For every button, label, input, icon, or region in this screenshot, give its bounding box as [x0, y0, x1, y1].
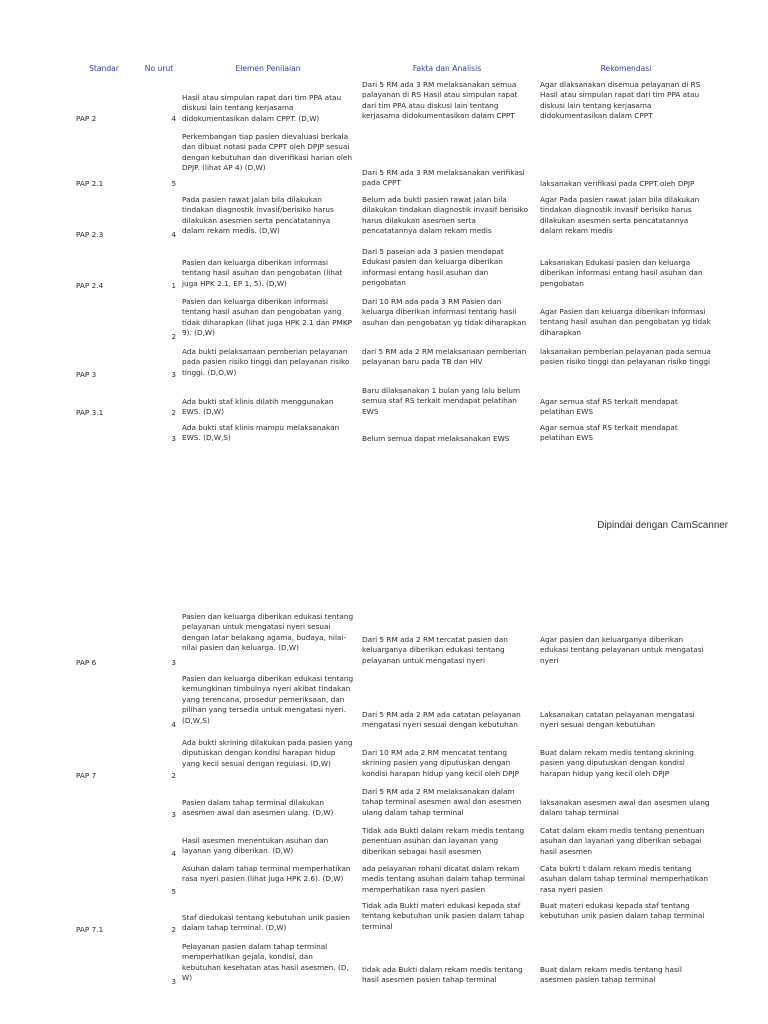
- row-elemen: Staf diedukasi tentang kebutuhan unik pasien dalam tahap terminal. (D,W): [182, 913, 350, 933]
- header-fakta-analisis: Fakta dan Analisis: [412, 64, 482, 73]
- row-elemen: Asuhan dalam tahap terminal memperhatikan rasa nyeri pasien (lihat juga HPK 2.6). (D,W): [182, 864, 351, 884]
- row-elemen: Ada bukti skrining dilakukan pada pasien yang diputuskan dengan kondisi harapan hidup yang kecil sesuai dengan regulasi. (D,W): [182, 738, 353, 768]
- row-rekomendasi: Agar semua staf RS terkait mendapat pelatihan EWS: [540, 397, 678, 417]
- row-fakta: Dari 5 RM ada 2 RM tercatat pasien dan keluarganya diberikan edukasi tentang pelayanan untuk mengatasi nyeri: [362, 635, 508, 665]
- row-elemen: Pada pasien rawat jalan bila dilakukan tindakan diagnostik invasif/berisiko harus dilakukan asesmen serta pencatatannya dalam rekam medis. (D,W): [182, 195, 334, 236]
- row-no-urut: 3: [171, 810, 176, 819]
- row-rekomendasi: laksanakan pemberian pelayanan pada semua pasien risiko tinggi dan pelayanan risiko tinggi: [540, 347, 711, 367]
- row-fakta: Tidak ada Bukti dalam rekam medis tentang penentuan asuhan dan layanan yang diberikan sebagai hasil asesmen: [362, 826, 525, 856]
- row-fakta: dari 5 RM ada 2 RM melaksanaan pemberian pelayanan baru pada TB dan HIV: [362, 347, 527, 367]
- row-fakta: Dari 10 RM ada 2 RM mencatat tentang skrining pasien yang diputuskan dengan kondisi harapan hidup yang kecil oleh DPJP: [362, 748, 520, 778]
- row-fakta: Belum semua dapat melaksanakan EWS: [362, 434, 510, 443]
- row-rekomendasi: Buat materi edukasi kepada staf tentang kebutuhan unik pasien dalam tahap terminal: [540, 901, 705, 921]
- header-standar: Standar: [89, 64, 119, 73]
- row-standar: PAP 6: [76, 658, 97, 667]
- row-fakta: Dari 5 RM ada 2 RM melaksanakan dalam tahap terminal asesmen awal dan asesmen ulang dalam tahap terminal: [362, 787, 522, 817]
- row-rekomendasi: laksanakan asesmen awal dan asesmen ulang dalam tahap terminal: [540, 798, 710, 818]
- row-fakta: Tidak ada Bukti materi edukasi kepada staf tentang kebutuhan unik pasien dalam tahap terminal: [362, 901, 525, 931]
- row-standar: PAP 2.1: [76, 179, 104, 188]
- row-no-urut: 2: [171, 332, 176, 341]
- row-rekomendasi: Agar Pada pasien rawat jalan bila dilakukan tindakan diagnostik invasif berisiko harus dilakukan asesmen serta pencatatannya dalam rekam medis: [540, 195, 700, 236]
- row-standar: PAP 3.1: [76, 408, 104, 417]
- row-no-urut: 3: [171, 977, 176, 986]
- row-elemen: Ada bukti staf klinis dilatih menggunakan EWS. (D,W): [182, 397, 334, 417]
- row-elemen: Pelayanan pasien dalam tahap terminal memperhatikan gejala, kondisi, dan kebutuhan kesehatan atas hasil asesmen. (D, W): [182, 942, 349, 983]
- header-rekomendasi: Rekomendasi: [600, 64, 652, 73]
- row-fakta: Dari 5 paseian ada 3 pasien mendapat Edukasi pasien dan keluarga diberikan informasi entang hasil asuhan dan pengobatan: [362, 247, 504, 288]
- row-fakta: Dari 10 RM ada pada 3 RM Pasien dan keluarga diberikan informasi tentang hasil asuhan dan pengobatan yg tidak diharapkan: [362, 297, 527, 327]
- row-fakta: Dari 5 RM ada 3 RM melaksanakan semua palayanan di RS Hasil atau simpulan rapat dari tim PPA atau diskusi lain tentang kerjasama didokumentasikan dalam CPPT: [362, 80, 518, 121]
- row-elemen: Pasien dan keluarga diberikan edukasi tentang kemungkinan timbulnya nyeri akibat tindakan yang terencana, prosedur pemeriksaan, dan pilihan yang tersedia untuk mengatasi nyeri. (D,W,S): [182, 674, 354, 725]
- row-standar: PAP 2.4: [76, 281, 104, 290]
- row-rekomendasi: Laksanakan Edukasi pasien dan keluarga diberikan informasi entang hasil asuhan dan pengobatan: [540, 258, 703, 288]
- row-elemen: Pasien dan keluarga diberikan informasi tentang hasil asuhan dan pengobatan yang tidak diharapkan (lihat juga HPK 2.1 dan PMKP 9). (D,W): [182, 297, 353, 338]
- row-no-urut: 3: [171, 434, 176, 443]
- row-standar: PAP 2.3: [76, 230, 104, 239]
- row-rekomendasi: Agar semua staf RS terkait mendapat pelatihan EWS: [540, 423, 678, 443]
- row-no-urut: 2: [171, 771, 176, 780]
- row-fakta: Belum ada bukti pasien rawat jalan bila dilakukan tindakan diagnostik invasif berisiko harus dilakukan asesmen serta pencatatannya dalam rekam medis: [362, 195, 529, 236]
- row-fakta: Dari 5 RM ada 2 RM ada catatan pelayanan mengatasi nyeri sesuai dengan kebutuhan: [362, 710, 521, 730]
- row-no-urut: 5: [171, 179, 176, 188]
- row-no-urut: 4: [171, 720, 176, 729]
- row-no-urut: 3: [171, 658, 176, 667]
- row-standar: PAP 7.1: [76, 925, 104, 934]
- row-elemen: Pasien dalam tahap terminal dilakukan asesmen awal dan asesmen ulang. (D,W): [182, 798, 334, 818]
- row-no-urut: 2: [171, 408, 176, 417]
- row-rekomendasi: Laksanakan catatan pelayanan mengatasi nyeri sesuai dengan kebutuhan: [540, 710, 695, 730]
- row-elemen: Perkembangan tiap pasien dievaluasi berkala dan dibuat notasi pada CPPT oleh DPJP sesuai dengan kebutuhan dan diverifikasi harian oleh DPJP. (lihat AP 4) (D,W): [182, 132, 353, 173]
- row-no-urut: 3: [171, 370, 176, 379]
- row-no-urut: 4: [171, 114, 176, 123]
- header-elemen-penilaian: Elemen Penilaian: [235, 64, 301, 73]
- row-rekomendasi: Buat dalam rekam medis tentang skrining pasien yang diputuskan dengan kondisi harapan hidup yang kecil oleh DPJP: [540, 748, 694, 778]
- row-no-urut: 5: [171, 887, 176, 896]
- header-no-urut: No urut: [144, 64, 174, 73]
- row-standar: PAP 2: [76, 114, 97, 123]
- row-fakta: ada pelayanan rohani dicatat dalam rekam medis tentang asuhan dalam tahap terminal memperhatikan rasa nyeri pasien: [362, 864, 526, 894]
- row-fakta: tidak ada Bukti dalam rekam medis tentang hasil asesmen pasien tahap terminal: [362, 965, 523, 985]
- row-rekomendasi: Catat dalam ekam medis tentang penentuan asuhan dan layanan yang diberikan sebagai hasil asesmen: [540, 826, 705, 856]
- row-no-urut: 4: [171, 230, 176, 239]
- row-no-urut: 2: [171, 925, 176, 934]
- row-standar: PAP 7: [76, 771, 97, 780]
- row-rekomendasi: Agar pasien dan keluarganya diberikan edukasi tentang pelayanan untuk mengatasi nyeri: [540, 635, 704, 665]
- row-elemen: Pasien dan keluarga diberikan edukasi tentang pelayanan untuk mengatasi nyeri sesuai dengan latar belakang agama, budaya, nilai-nilai pasien dan keluarga. (D,W): [182, 612, 354, 653]
- row-fakta: Baru dilaksanakan 1 bulan yang lalu belum semua staf RS terkait mendapat pelatihan EWS: [362, 386, 521, 416]
- row-rekomendasi: Buat dalam rekam medis tentang hasil asesmen pasien tahap terminal: [540, 965, 682, 985]
- row-rekomendasi: laksanakan verifikasi pada CPPT oleh DPJP: [540, 179, 695, 188]
- row-rekomendasi: Cata bukrti t dalam rekam medis tentang asuhan dalam tahap terminal memperhatikan rasa nyeri pasien: [540, 864, 709, 894]
- scanner-watermark: Dipindai dengan CamScanner: [597, 520, 728, 531]
- row-standar: PAP 3: [76, 370, 97, 379]
- row-elemen: Hasil atau simpulan rapat dari tim PPA atau diskusi lain tentang kerjasama didokumentasikan dalam CPPT. (D,W): [182, 93, 342, 123]
- row-elemen: Ada bukti pelaksanaan pemberian pelayanan pada pasien risiko tinggi dan pelayanan risiko tinggi. (D,O,W): [182, 347, 350, 377]
- row-fakta: Dari 5 RM ada 3 RM melaksanakan verifikasi pada CPPT: [362, 168, 525, 188]
- row-rekomendasi: Agar Pasien dan keluarga diberikan informasi tentang hasil asuhan dan pengobatan yg tidak diharapkan: [540, 307, 711, 337]
- row-no-urut: 1: [171, 281, 176, 290]
- row-elemen: Pasien dan keluarga diberikan informasi tentang hasil asuhan dan pengobatan (lihat juga HPK 2.1, EP 1, 5). (D,W): [182, 258, 343, 288]
- row-elemen: Hasil asesmen menentukan asuhan dan layanan yang diberikan. (D,W): [182, 836, 329, 856]
- row-elemen: Ada bukti staf klinis mampu melaksanakan EWS. (D,W,S): [182, 423, 340, 443]
- row-no-urut: 4: [171, 849, 176, 858]
- row-rekomendasi: Agar dlaksanakan disemua pelayanan di RS Hasil atau simpulan rapat dari tim PPA atau diskusi lain tentang kerjasama didokumentasikan dalam CPPT: [540, 80, 701, 121]
